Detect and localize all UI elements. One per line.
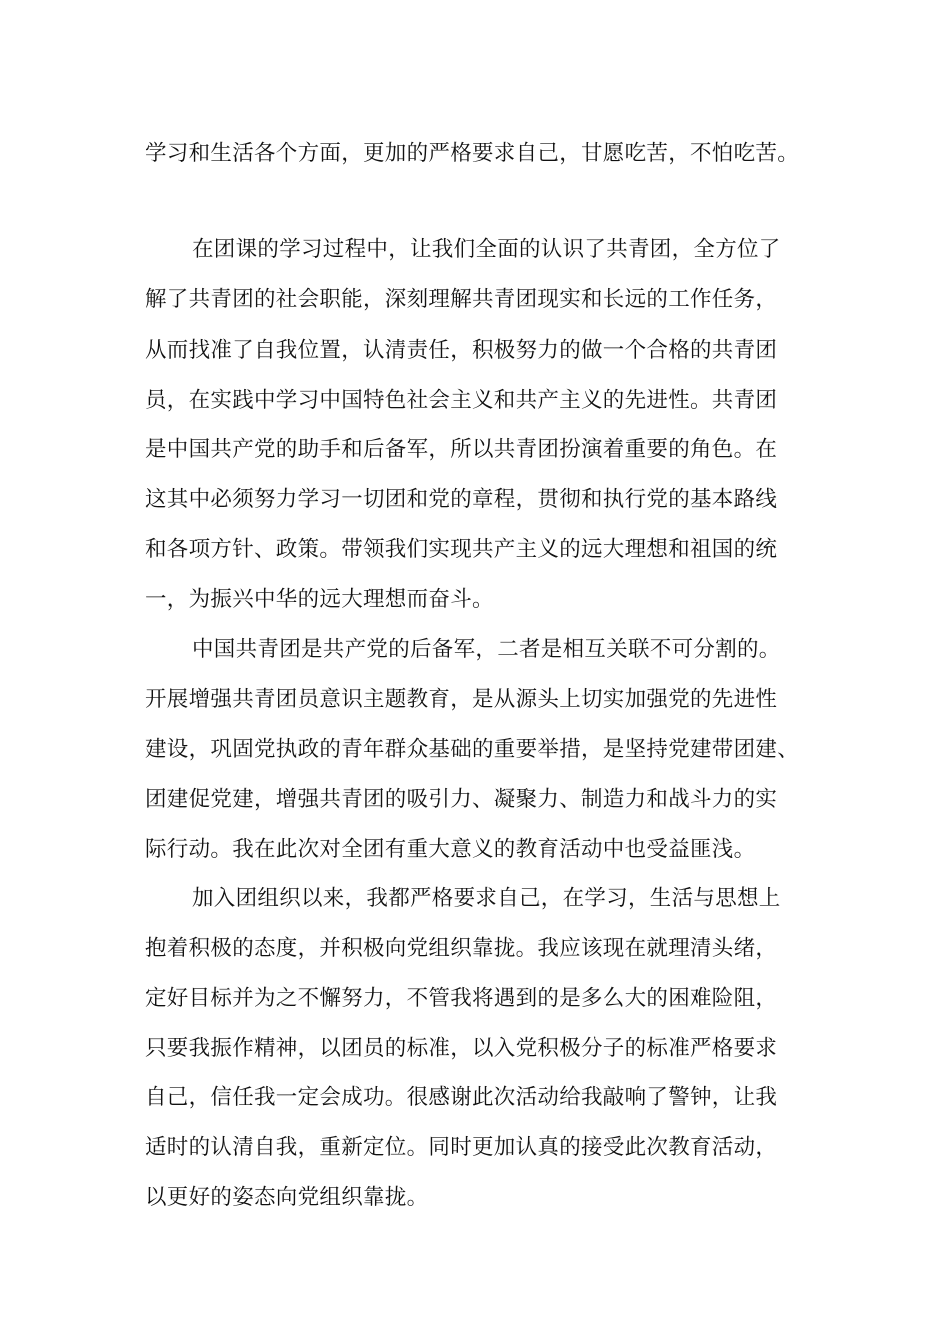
text-line: 从而找准了自我位置，认清责任，积极努力的做一个合格的共青团 [145,338,778,363]
text-line: 际行动。我在此次对全团有重大意义的教育活动中也受益匪浅。 [145,837,756,862]
text-line: 定好目标并为之不懈努力，不管我将遇到的是多么大的困难险阻， [145,986,778,1011]
text-line: 开展增强共青团员意识主题教育，是从源头上切实加强党的先进性 [145,687,778,712]
text-line: 抱着积极的态度，并积极向党组织靠拢。我应该现在就理清头绪， [145,936,778,961]
text-line: 适时的认清自我，重新定位。同时更加认真的接受此次教育活动， [145,1135,778,1160]
text-line: 以更好的姿态向党组织靠拢。 [145,1185,429,1210]
text-line: 团建促党建，增强共青团的吸引力、凝聚力、制造力和战斗力的实 [145,787,778,812]
text-line: 解了共青团的社会职能，深刻理解共青团现实和长远的工作任务， [145,287,778,312]
text-line: 只要我振作精神，以团员的标准，以入党积极分子的标准严格要求 [145,1036,778,1061]
text-line: 建设，巩固党执政的青年群众基础的重要举措，是坚持党建带团建、 [145,737,800,762]
text-line: 是中国共产党的助手和后备军，所以共青团扮演着重要的角色。在 [145,437,778,462]
text-line: 员，在实践中学习中国特色社会主义和共产主义的先进性。共青团 [145,388,778,413]
text-line: 自己，信任我一定会成功。很感谢此次活动给我敲响了警钟，让我 [145,1085,778,1110]
paragraph-first-line: 中国共青团是共产党的后备军，二者是相互关联不可分割的。 [192,637,781,662]
text-line: 一，为振兴中华的远大理想而奋斗。 [145,587,494,612]
text-line: 这其中必须努力学习一切团和党的章程，贯彻和执行党的基本路线 [145,487,778,512]
paragraph-first-line: 在团课的学习过程中，让我们全面的认识了共青团，全方位了 [192,237,781,262]
text-line: 学习和生活各个方面，更加的严格要求自己，甘愿吃苦，不怕吃苦。 [145,141,800,166]
text-line: 和各项方针、政策。带领我们实现共产主义的远大理想和祖国的统 [145,537,778,562]
paragraph-first-line: 加入团组织以来，我都严格要求自己，在学习，生活与思想上 [192,886,781,911]
